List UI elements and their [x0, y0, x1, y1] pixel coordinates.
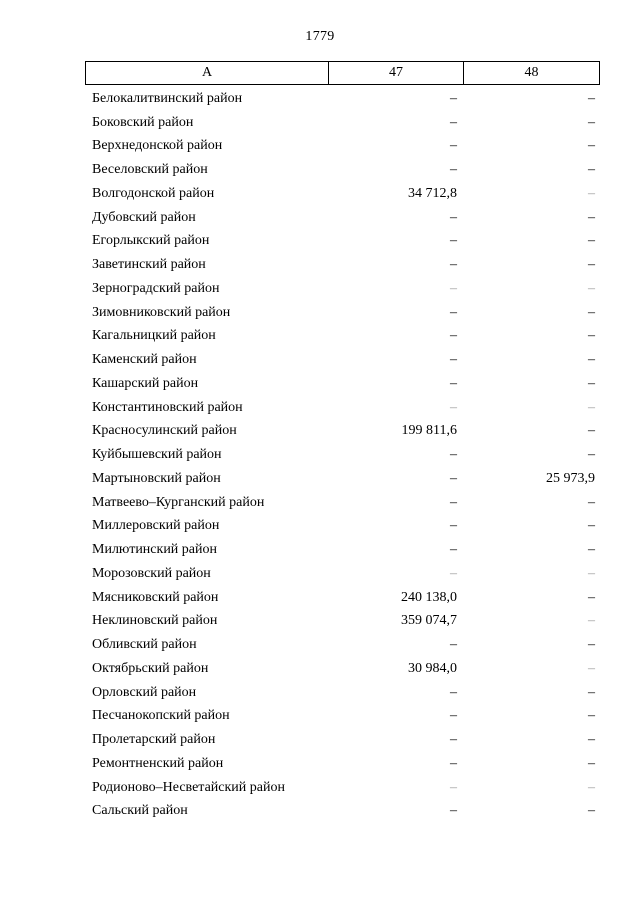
value-col-48: –	[588, 660, 595, 676]
value-col-47: –	[450, 114, 457, 130]
table-row	[85, 776, 600, 800]
value-col-47: –	[450, 352, 457, 368]
value-col-47: –	[450, 90, 457, 106]
value-col-47: 199 811,6	[401, 423, 457, 439]
value-col-48: –	[588, 399, 595, 415]
value-col-47: –	[450, 257, 457, 273]
table-row	[85, 87, 600, 111]
table-row	[85, 586, 600, 610]
value-col-48: –	[588, 375, 595, 391]
value-col-47: –	[450, 233, 457, 249]
value-col-48: –	[588, 114, 595, 130]
value-col-48: –	[588, 447, 595, 463]
district-name: Кагальницкий район	[92, 328, 216, 344]
district-name: Орловский район	[92, 684, 197, 700]
value-col-48: –	[588, 423, 595, 439]
table-row	[85, 348, 600, 372]
district-name: Куйбышевский район	[92, 447, 222, 463]
value-col-48: –	[588, 684, 595, 700]
value-col-48: –	[588, 494, 595, 510]
district-name: Веселовский район	[92, 162, 208, 178]
table-row	[85, 325, 600, 349]
value-col-48: –	[588, 803, 595, 819]
district-name: Волгодонской район	[92, 185, 215, 201]
district-name: Константиновский район	[92, 399, 243, 415]
table-row	[85, 633, 600, 657]
value-col-48: –	[588, 304, 595, 320]
value-col-48: –	[588, 280, 595, 296]
value-col-48: –	[588, 138, 595, 154]
district-name: Обливский район	[92, 637, 197, 653]
district-name: Боковский район	[92, 114, 194, 130]
table-row	[85, 230, 600, 254]
table-row	[85, 420, 600, 444]
district-name: Родионово–Несветайский район	[92, 779, 285, 795]
table-row	[85, 467, 600, 491]
table-row	[85, 562, 600, 586]
table-row	[85, 206, 600, 230]
table-row	[85, 800, 600, 824]
value-col-48: –	[588, 257, 595, 273]
district-name: Матвеево–Курганский район	[92, 494, 265, 510]
district-name: Каменский район	[92, 352, 197, 368]
value-col-47: –	[450, 304, 457, 320]
value-col-47: –	[450, 637, 457, 653]
value-col-47: –	[450, 162, 457, 178]
district-name: Пролетарский район	[92, 732, 216, 748]
value-col-48: –	[588, 542, 595, 558]
value-col-48: –	[588, 779, 595, 795]
table-row	[85, 277, 600, 301]
value-col-47: –	[450, 375, 457, 391]
value-col-47: –	[450, 280, 457, 296]
value-col-47: 30 984,0	[408, 660, 457, 676]
district-name: Белокалитвинский район	[92, 90, 243, 106]
page-number: 1779	[305, 29, 335, 44]
table-row	[85, 372, 600, 396]
table-row	[85, 681, 600, 705]
district-name: Милютинский район	[92, 542, 218, 558]
value-col-47: –	[450, 708, 457, 724]
district-name: Мясниковский район	[92, 589, 219, 605]
value-col-48: –	[588, 328, 595, 344]
header-col-a: А	[86, 62, 329, 84]
district-name: Егорлыкский район	[92, 233, 210, 249]
value-col-48: –	[588, 708, 595, 724]
value-col-47: –	[450, 328, 457, 344]
value-col-48: –	[588, 613, 595, 629]
value-col-47: –	[450, 494, 457, 510]
value-col-47: –	[450, 755, 457, 771]
district-name: Миллеровский район	[92, 518, 220, 534]
table-row	[85, 515, 600, 539]
table-row	[85, 396, 600, 420]
district-name: Морозовский район	[92, 565, 211, 581]
value-col-48: –	[588, 518, 595, 534]
district-name: Красносулинский район	[92, 423, 237, 439]
value-col-48: –	[588, 209, 595, 225]
value-col-47: –	[450, 518, 457, 534]
table-row	[85, 752, 600, 776]
table-header	[85, 61, 600, 85]
value-col-48: –	[588, 637, 595, 653]
value-col-48: –	[588, 233, 595, 249]
table-row	[85, 182, 600, 206]
header-col-47: 47	[329, 62, 464, 84]
value-col-48: –	[588, 90, 595, 106]
value-col-47: –	[450, 138, 457, 154]
value-col-47: –	[450, 779, 457, 795]
table-row	[85, 253, 600, 277]
table-row	[85, 538, 600, 562]
district-name: Дубовский район	[92, 209, 196, 225]
value-col-48: –	[588, 732, 595, 748]
value-col-48: 25 973,9	[546, 470, 595, 486]
value-col-47: –	[450, 470, 457, 486]
value-col-48: –	[588, 565, 595, 581]
district-name: Неклиновский район	[92, 613, 218, 629]
district-name: Мартыновский район	[92, 470, 221, 486]
value-col-47: 34 712,8	[408, 185, 457, 201]
district-name: Песчанокопский район	[92, 708, 230, 724]
district-name: Зимовниковский район	[92, 304, 231, 320]
table-row	[85, 491, 600, 515]
value-col-47: –	[450, 399, 457, 415]
value-col-48: –	[588, 185, 595, 201]
table-row	[85, 728, 600, 752]
district-name: Октябрьский район	[92, 660, 209, 676]
table-row	[85, 610, 600, 634]
district-name: Кашарский район	[92, 375, 199, 391]
table-row	[85, 301, 600, 325]
value-col-47: –	[450, 732, 457, 748]
district-name: Сальский район	[92, 803, 188, 819]
table-row	[85, 111, 600, 135]
district-name: Зерноградский район	[92, 280, 220, 296]
value-col-47: –	[450, 447, 457, 463]
value-col-47: –	[450, 542, 457, 558]
value-col-48: –	[588, 352, 595, 368]
table-row	[85, 657, 600, 681]
value-col-47: 359 074,7	[401, 613, 457, 629]
value-col-47: 240 138,0	[401, 589, 457, 605]
district-name: Верхнедонской район	[92, 138, 223, 154]
district-name: Ремонтненский район	[92, 755, 224, 771]
table-row	[85, 158, 600, 182]
table-row	[85, 135, 600, 159]
value-col-47: –	[450, 209, 457, 225]
value-col-47: –	[450, 684, 457, 700]
value-col-48: –	[588, 755, 595, 771]
header-col-48: 48	[524, 65, 539, 80]
table-body	[85, 87, 600, 823]
value-col-47: –	[450, 565, 457, 581]
table-row	[85, 443, 600, 467]
table-row	[85, 705, 600, 729]
value-col-47: –	[450, 803, 457, 819]
value-col-48: –	[588, 162, 595, 178]
value-col-48: –	[588, 589, 595, 605]
district-name: Заветинский район	[92, 257, 206, 273]
